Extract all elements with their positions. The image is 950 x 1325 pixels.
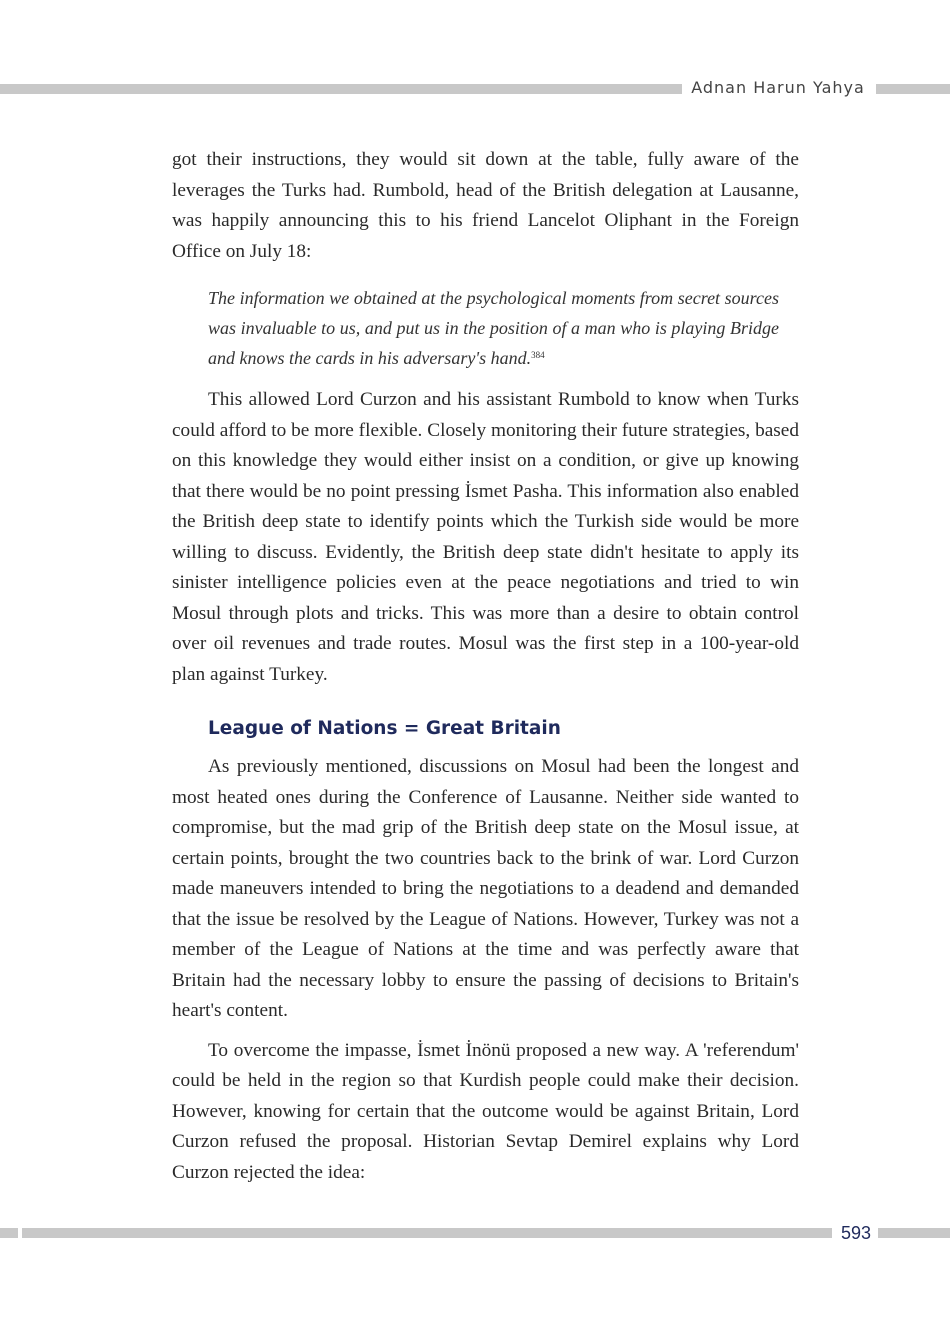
section-heading: League of Nations = Great Britain xyxy=(208,718,561,739)
paragraph-intro: got their instructions, they would sit down at the table, fully aware of the leverages the Turks had. Rumbold, head of the British delegation at Lausanne, was happily announcing this to his friend Lancelot Oliphant in the Foreign Office on July 18: xyxy=(172,149,799,262)
author-name: Adnan Harun Yahya xyxy=(691,78,865,97)
footer-rule-left xyxy=(22,1228,832,1238)
paragraph-4: To overcome the impasse, İsmet İnönü proposed a new way. A 'referendum' could be held in the region so that Kurdish people could make their decision. However, knowing for certain that the outcome would be against Britain, Lord Curzon refused the proposal. Historian Sevtap Demirel explains why Lord Curzon rejected the idea: xyxy=(172,1039,799,1183)
footnote-ref: 384 xyxy=(531,350,545,360)
block-quote xyxy=(208,283,779,373)
footer-rule-left-small xyxy=(0,1228,18,1238)
header-rule-left xyxy=(0,84,682,94)
footer-rule-right xyxy=(878,1228,950,1238)
paragraph-2: This allowed Lord Curzon and his assistant Rumbold to know when Turks could afford to be more flexible. Closely monitoring their future strategies, based on this knowledge they would either insist on a condition, or give up knowing that there would be no point pressing İsmet Pasha. This information also enabled the British deep state to identify points which the Turkish side would be more willing to discuss. Evidently, the British deep state didn't hesitate to apply its sinister intelligence policies even at the peace negotiations and tried to win Mosul through plots and tricks. This was more than a desire to obtain control over oil revenues and trade routes. Mosul was the first step in a 100-year-old plan against Turkey. xyxy=(172,389,799,685)
header-rule-right xyxy=(876,84,950,94)
page-number: 593 xyxy=(840,1223,872,1243)
page-body xyxy=(172,145,799,1188)
paragraph-3: As previously mentioned, discussions on Mosul had been the longest and most heated ones during the Conference of Lausanne. Neither side wanted to compromise, but the mad grip of the British deep state on the Mosul issue, at certain points, brought the two countries back to the brink of war. Lord Curzon made maneuvers intended to bring the negotiations to a deadend and demanded that the issue be resolved by the League of Nations. However, Turkey was not a member of the League of Nations at the time and was perfectly aware that Britain had the necessary lobby to ensure the passing of decisions to Britain's heart's content. xyxy=(172,756,799,1021)
quote-text: The information we obtained at the psychological moments from secret sources was invaluable to us, and put us in the position of a man who is playing Bridge and knows the cards in his adversary's hand. xyxy=(208,288,779,368)
